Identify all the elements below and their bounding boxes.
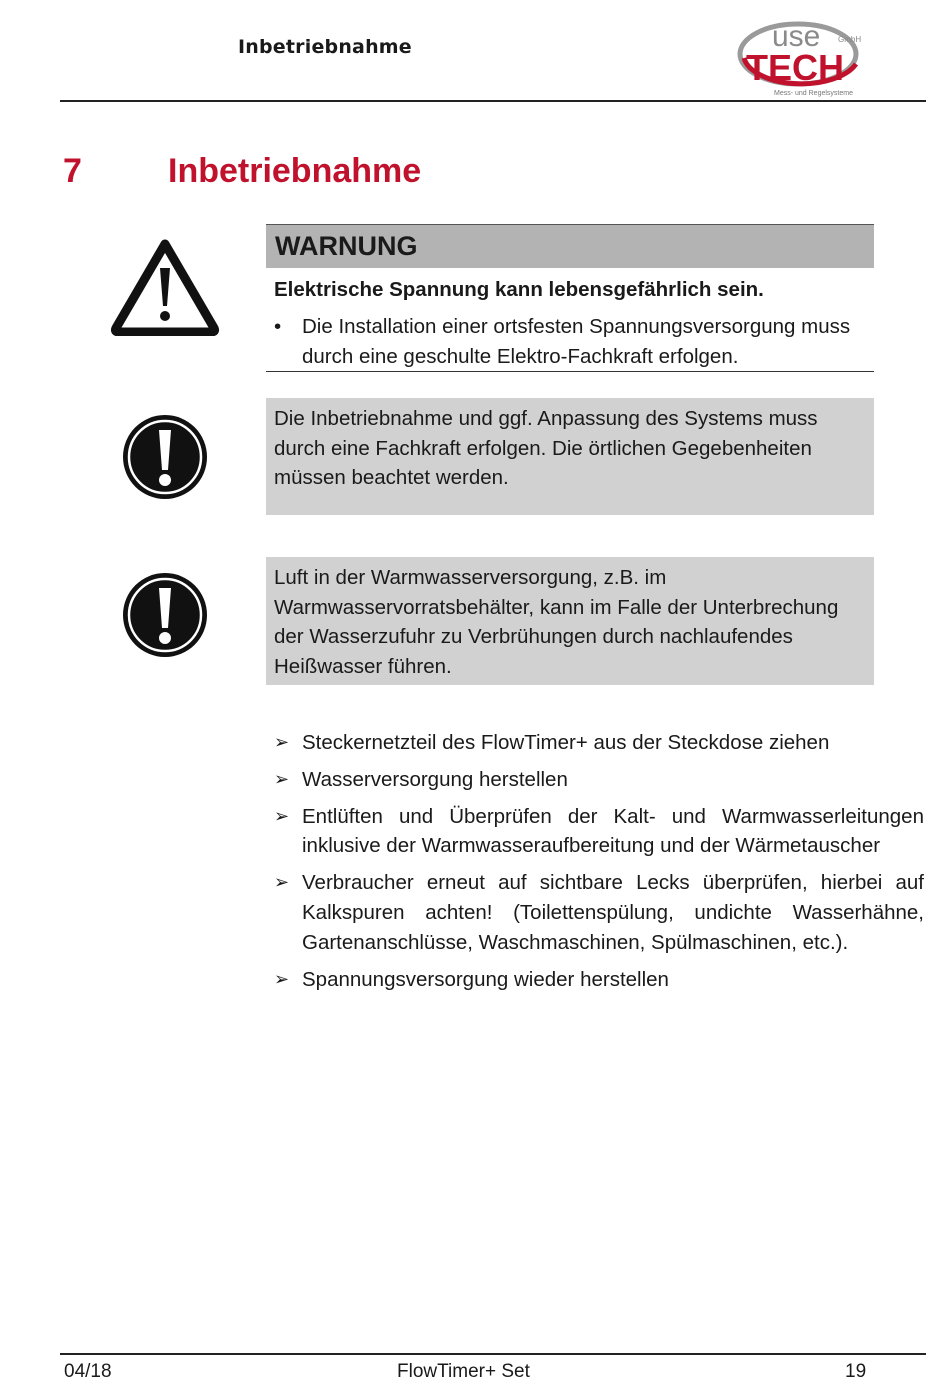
arrow-icon: ➢ [274,805,290,827]
step-text: Wasserversorgung herstellen [302,767,568,791]
footer-page-number: 19 [845,1361,867,1382]
step-list [274,728,924,1001]
note-box-commissioning: Die Inbetriebnahme und ggf. Anpassung des Systems muss durch eine Fachkraft erfolgen. Die örtlichen Gegebenheiten müssen beachtet werden. [266,398,874,515]
arrow-icon: ➢ [274,732,290,753]
bullet-dot: • [274,315,282,338]
footer-product: FlowTimer+ Set [397,1361,530,1382]
step-item [274,868,924,957]
exclamation-circle-icon [120,570,210,660]
step-item [274,802,924,862]
step-text: Steckernetzteil des FlowTimer+ aus der Steckdose ziehen [302,731,830,754]
logo-tagline: Mess- und Regelsysteme [774,90,853,97]
arrow-icon: ➢ [274,968,290,990]
header-title: Inbetriebnahme [238,36,412,58]
logo-gmbh-text: GmbH [838,35,862,44]
logo-use-text: use [772,20,821,53]
footer-rule [60,1353,926,1355]
warning-rule [266,371,874,372]
arrow-icon: ➢ [274,872,290,894]
usetech-logo [736,18,876,98]
arrow-icon: ➢ [274,768,290,790]
warning-header [266,224,874,268]
step-text: Entlüften und Überprüfen der Kalt- und Warmwasserleitungen inklusive der Warmwasseraufbereitung und der Wärmetauscher [302,804,924,858]
footer-date: 04/18 [64,1361,112,1382]
note-box-scalding: Luft in der Warmwasserversorgung, z.B. im Warmwasservorratsbehälter, kann im Falle der Unterbrechung der Wasserzufuhr zu Verbrühungen durch nachlaufendes Heißwasser führen. [266,557,874,685]
warning-bullet-text: Die Installation einer ortsfesten Spannungsversorgung muss durch eine geschulte Elektro-Fachkraft erfolgen. [302,315,851,368]
chapter-title: Inbetriebnahme [168,152,422,190]
logo-tech-text: TECH [746,47,844,88]
step-item [274,765,924,795]
warning-triangle-icon [110,238,220,336]
step-text: Spannungsversorgung wieder herstellen [302,967,669,991]
chapter-number: 7 [63,152,82,190]
warning-subheading: Elektrische Spannung kann lebensgefährlich sein. [274,278,764,301]
step-item [274,728,924,758]
warning-heading: WARNUNG [275,231,418,261]
step-item [274,965,924,995]
header-rule [60,100,926,102]
exclamation-circle-icon [120,412,210,502]
step-text: Verbraucher erneut auf sichtbare Lecks überprüfen, hierbei auf Kalkspuren achten! (Toilettenspülung, undichte Wasserhähne, Gartenanschlüsse, Waschmaschinen, Spülmaschinen, etc.). [302,871,924,954]
